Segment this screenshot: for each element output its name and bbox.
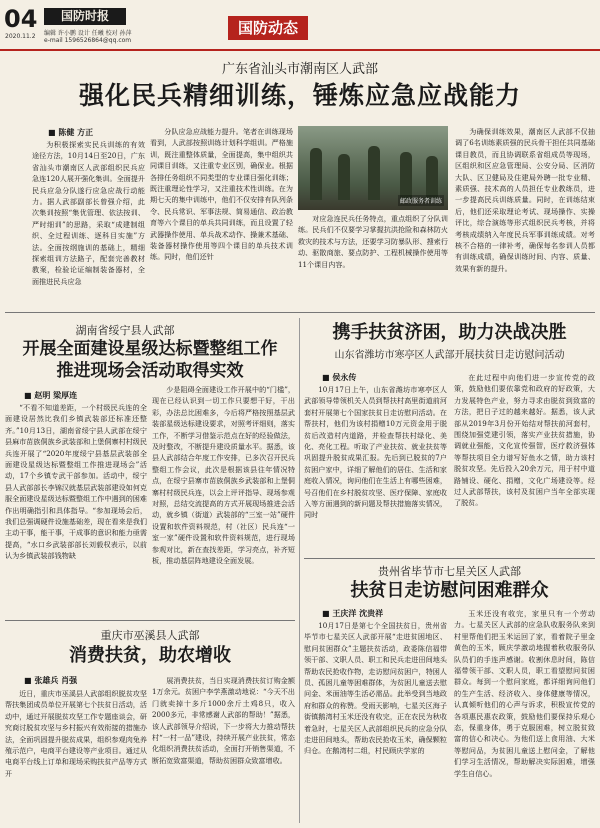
- a3-byline: ■ 侯永传: [322, 372, 356, 383]
- newspaper-logo: 国防时报: [44, 8, 126, 25]
- a2-bottom-rule: [5, 620, 295, 621]
- a5-kicker: 贵州省毕节市七星关区人武部: [378, 565, 521, 578]
- a3-kicker: 山东省潍坊市寒亭区人武部开展扶贫日走访慰问活动: [334, 350, 565, 361]
- a3-bottom-rule: [304, 558, 595, 559]
- a2-kicker: 湖南省绥宁县人武部: [75, 324, 175, 337]
- a4-col-2: 展消费扶贫，当日实现消费扶贫订购金额1万余元。贫困户李学燕激动地说：“今天不出门就卖掉十多斤1000余斤土鸡8只，收入2000多元，非常感谢人武部的帮助！”据悉，该人武部领导介绍说，下一步将大力推动帮扶村“一村一品”建设，持续开展产业扶贫，常态化组织消费扶贫活动，全面打开销售渠道，不断拓宽致富渠道，帮助贫困群众致富增收。: [152, 676, 295, 765]
- section-title: 国防动态: [228, 16, 308, 40]
- lead-col-3: 对应急连民兵任务特点，重点组织了分队训练。民兵们不仅要学习掌握抗洪抢险和森林防火救灾的技术与方法，还要学习防暴队形、搜索行动、驱散商旅、要点防护、工程机械操作使用等11个课目内容。: [298, 214, 448, 269]
- lead-title: 强化民兵精细训练，锤炼应急应战能力: [78, 81, 521, 110]
- a3-col-2: 在此过程中向他们进一步宣传党的政策，鼓励他们要依靠党和政府的好政策，大力发展特色产业，努力寻求由脱贫到致富的方法，把日子过的越来越好。据悉，该人武部从2019年3月份开始结对帮扶前河套村，围绕加强党建引领，落实产业扶贫措施，协调就业强能，文化宣传强智，医疗救济强体等帮扶项目全力谱写好鱼水之情，助力该村脱贫攻坚。先后投入20余万元，用于村中道路铺设、硬化、捐赠，文化广场建设等。经过人武部帮扶，该村及贫困户当年全部实现了脱贫。: [454, 373, 595, 508]
- editor-line: 编辑 许小鹏 设计 任曦 校对 孙萍: [44, 30, 132, 37]
- email-line: e-mail 1596526864@qq.com: [44, 37, 132, 44]
- a2-byline: ■ 赵明 梁厚连: [24, 390, 77, 401]
- a3-col-1: 10月17日上午，山东省潍坊市寒亭区人武部领导带领机关人员到帮扶村高里街道前河套村开展第七个国家扶贫日走访慰问活动。在帮扶村，他们为该村捐赠10万元资金用于脱贫后改造村内道路，并检查帮扶村绿化、美化、亮化工程。听取了产业扶贫、就业扶贫等巩固提升脱贫成果汇报。先后到已脱贫的7户贫困户家中，详细了解他们的居住、生活和家庭收入情况，询问他们在生活上有哪些困难，号召他们在乡村脱贫攻坚、医疗保障、家庭收入等方面遇到的新问题及帮扶措施落实情况，同时: [304, 385, 447, 520]
- photo-caption: 邮政服务者训练: [398, 195, 444, 206]
- a4-title: 消费扶贫，助农增收: [69, 645, 231, 666]
- a5-title: 扶贫日走访慰问困难群众: [350, 580, 549, 601]
- lead-kicker: 广东省汕头市潮南区人武部: [221, 62, 378, 77]
- a5-col-1: 10月17日是第七个全国扶贫日，贵州省毕节市七星关区人武部开展“走进贫困地区、慰问贫困群众”主题扶贫活动，政委陈信福带领干部、文职人员、职工和民兵走进田间地头帮助农民抢收作物，走访慰问贫困户，特困人员、孤困儿童等困难群体，为贫困儿童送去慰问金、米面油等生活必需品。此举受到当地政府和群众的称赞。受雨天影响，七星关区海子街镇鹅湾村玉米还没有收完，正在农民为秋收着急时，七星关区人武部组织民兵的应急分队走进田间地头，帮助农民抢收玉米，确保颗粒归仓。在鹅湾村二组，村民顾庆学家的: [304, 621, 447, 756]
- vertical-divider: [299, 318, 300, 823]
- a5-byline: ■ 王庆洋 沈贵祥: [322, 608, 383, 619]
- a2-col-2: 少是阻碍全面建设工作开展中的“门槛”，现在已经认识到一切工作只要想干好，干出彩，办法总比困难多，今后将严格按照基层武装部星级达标建设要求，对照考评细则，落实工作，不断学习借鉴示范点在好的经验做法，及时整改，不断提升建设质量水平。据悉，该县人武部结合年度工作安排，已多次召开民兵整组工作会议，此次是根据该县往年情况特点，在绥宁县寨市苗族侗族乡武装部和上堡侗寨村村级民兵连，以会上评评指导、现场参观对照，总结交流提高的方式开展现场推进会活动，就乡镇（街道）武装部的“三室一站”硬件设置和软件资料规范，村（社区）民兵连“一室一家”硬件设置和软件资料规范，进行现场参观对比，新在查找差距，学习亮点，补齐短板，推动基层阵地建设全面发展。: [152, 385, 295, 566]
- top-rule: [0, 49, 600, 51]
- lead-col-4: 为确保训练效果，潮南区人武部不仅抽调了6名训练素质强的民兵骨干担任共同基础课目教员，而且协调联系省组成员等现场，区组织和区应急管理局、公安分局、区消防大队、区卫健局及住建局外聘一批专业精、素质强、技术高的人员担任专业教练员，进一步提高民兵训练质量。同时，在训练结束后，他们还采取理论考试、现场操作、实操评比，综合演练等形式组织民兵考核，并将考核成绩纳入年度民兵军事训练成绩。对考核不合格的一律补考，确保每名参训人员都有训练成绩，确保训练时间、内容、质量、效果有新的提升。: [455, 127, 595, 273]
- a2-title-1: 开展全面建设星级达标暨整组工作: [22, 339, 278, 359]
- a5-col-2: 玉米还没有收完，家里只有一个劳动力。七星关区人武部的应急队收服务队来到村里帮他们把玉米运回了家，看着院子里金黄色的玉米，顾庆学激动地握着秋收服务队队员们的手连声感谢。收割休息时间，陈信福带领干部、文职人员，职工看望慰问贫困群众。每到一个慰问家庭，都详细询问他们的生产生活、经济收入、身体健康等情况，认真倾听他们的心声与诉求，积极宣传党的各项惠民惠农政策，鼓励他们要保持乐观心态，保重身体，勇于克服困难，树立脱贫致富的信心和决心。为他们送上食用油、大米等慰问品，为贫困儿童送上慰问金，了解他们学习生活情况，帮助解决实际困难，增强学生自信心。: [454, 609, 595, 778]
- lead-bottom-rule: [5, 312, 595, 313]
- a2-col-1: “不看不知道差距，一个村级民兵连的全面建设居然比我们乡镇武装部还标准还整齐。”10月13日，湖南省绥宁县人武部在绥宁县麻市苗族侗族乡武装部和上堡侗寨村村级民兵连开展了“2020年度绥宁县基层武装部全面建设星级达标暨整组工作推进现场会”活动，17个乡镇专武干部参加。活动中，绥宁县人武部部长李锦汉就基层武装部建设如何克服全面建设星级达标暨整组工作中遇到的困难作出明确指引和具体指导。“参加现场会后，我们总强调硬件设施基础差，现在看来是我们主动干事，能干事，干成事的意识和能力亟需提高，“水口乡武装部部长刘毅权表示，以前认为乡镇武装部钱物缺: [5, 403, 147, 561]
- a2-title-2: 推进现场会活动取得实效: [56, 361, 244, 381]
- lead-col-2: 分队应急应战能力提升。笔者在训练现场看到，人武部按照训练计划科学组训。严格施训，既注重整体质量，全面提高，集中组织共同课目训练，又注重专业区别，确保业。根据各排任务组织不同类型的专业课目强化训练；既注重理论性学习，又注重技术性训练。在为期七天的集中训练中，他们不仅安排有队列条令、民兵常识、军事法规、简易通信、政治教育等六个课目的单兵共同训练，而且设置了轻武器操作使用、单兵战术动作、操兼术基础、装备器材操作使用等四个课目的单兵技术训练。同时，他们还针: [150, 127, 293, 262]
- a4-col-1: 近日，重庆市巫溪县人武部组织脱贫攻坚帮扶集团成员单位开展第七个扶贫日活动，活动中，通过开展脱贫攻坚工作专题座谈会，研究商讨脱贫攻坚与乡村振兴有效衔接的措施办法，全面巩固提升脱贫成果，组织参观肉兔养殖示范户，电商平台建设等产业项目。通过从电商平台线上订单和现场采购扶贫产品等方式开: [5, 689, 147, 778]
- lead-photo: [298, 126, 448, 210]
- lead-byline: ■ 陈健 方正: [48, 127, 93, 138]
- a3-title: 携手扶贫济困，助力决战决胜: [332, 322, 567, 343]
- a4-kicker: 重庆市巫溪县人武部: [100, 629, 200, 642]
- a4-byline: ■ 张雄兵 肖强: [24, 675, 77, 686]
- page-number: 04: [4, 5, 38, 33]
- page-date: 2020.11.2: [5, 33, 36, 40]
- lead-col-1: 为积极探索实民兵训练的有效途径方法，10月14日至20日，广东省汕头市潮南区人武部组织民兵应急连120人展开强化集训。全面提升民兵应急分队遂行应急应战行动能力。据人武部副部长曾强介绍，此次集训按照“集优管理、依法按训、严时细训”的思路，采取“成建制组织、全过程训练、逐科目实施”方法。全面按纲施训的基础上，精细探索组训方法路子，配套完善教材教案，检验论证编制装备器材，全面推进民兵应急: [32, 140, 145, 286]
